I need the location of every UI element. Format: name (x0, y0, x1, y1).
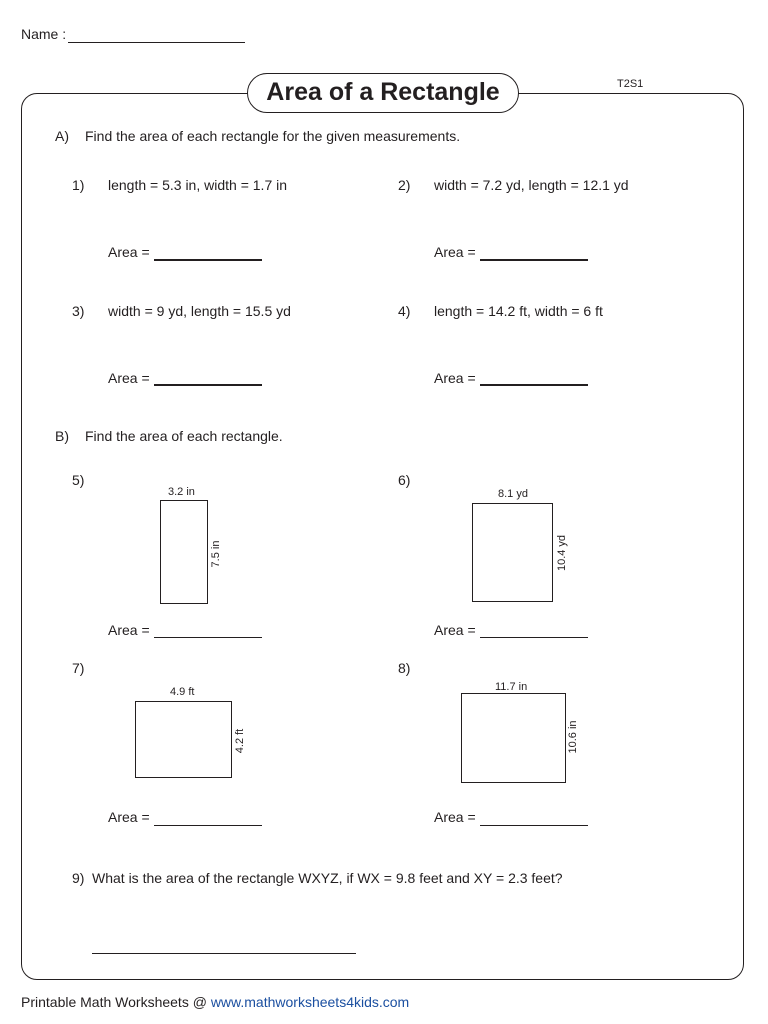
area-label: Area = (108, 244, 150, 260)
rectangle-width-label: 4.9 ft (170, 686, 195, 698)
problem-number: 5) (72, 472, 85, 488)
problem-text: length = 5.3 in, width = 1.7 in (108, 177, 288, 193)
area-label: Area = (108, 370, 150, 386)
rectangle-height-label: 7.5 in (210, 540, 222, 568)
problem-text: What is the area of the rectangle WXYZ, if WX = 9.8 feet and XY = 2.3 feet? (92, 870, 563, 886)
page-title: Area of a Rectangle (247, 73, 519, 113)
worksheet-code: T2S1 (617, 78, 644, 90)
rectangle-height-label: 10.4 yd (556, 534, 568, 572)
problem-number: 3) (72, 303, 85, 319)
footer (21, 994, 409, 1010)
problem-number: 2) (398, 177, 411, 193)
rectangle-figure (461, 693, 566, 783)
answer-line[interactable] (154, 637, 262, 638)
answer-line[interactable] (480, 384, 588, 386)
problem-text: length = 14.2 ft, width = 6 ft (434, 303, 603, 319)
rectangle-height-label: 10.6 in (567, 720, 579, 754)
name-input-line[interactable] (68, 42, 245, 43)
rectangle-figure (160, 500, 208, 604)
area-label: Area = (108, 809, 150, 825)
problem-text: width = 9 yd, length = 15.5 yd (108, 303, 291, 319)
footer-link[interactable]: www.mathworksheets4kids.com (210, 994, 410, 1010)
problem-number: 7) (72, 660, 85, 676)
area-label: Area = (434, 809, 476, 825)
rectangle-height-label: 4.2 ft (234, 728, 246, 754)
rectangle-figure (472, 503, 553, 602)
name-label: Name : (21, 26, 67, 42)
problem-text: width = 7.2 yd, length = 12.1 yd (434, 177, 629, 193)
rectangle-figure (135, 701, 232, 778)
section-b-instruction: Find the area of each rectangle. (85, 428, 283, 444)
area-label: Area = (108, 622, 150, 638)
problem-number: 6) (398, 472, 411, 488)
section-a-letter: A) (55, 128, 69, 144)
problem-number: 9) (72, 870, 85, 886)
section-b-letter: B) (55, 428, 69, 444)
section-a-instruction: Find the area of each rectangle for the given measurements. (85, 128, 461, 144)
footer-label: Printable Math Worksheets @ (21, 994, 211, 1010)
area-label: Area = (434, 622, 476, 638)
problem-number: 8) (398, 660, 411, 676)
problem-number: 1) (72, 177, 85, 193)
problem-number: 4) (398, 303, 411, 319)
worksheet-frame (21, 93, 744, 980)
answer-line[interactable] (154, 259, 262, 261)
answer-line[interactable] (154, 825, 262, 826)
answer-line[interactable] (92, 953, 356, 954)
rectangle-width-label: 8.1 yd (498, 488, 528, 500)
answer-line[interactable] (480, 259, 588, 261)
area-label: Area = (434, 370, 476, 386)
rectangle-width-label: 11.7 in (495, 681, 528, 693)
answer-line[interactable] (154, 384, 262, 386)
rectangle-width-label: 3.2 in (168, 486, 195, 498)
answer-line[interactable] (480, 825, 588, 826)
answer-line[interactable] (480, 637, 588, 638)
area-label: Area = (434, 244, 476, 260)
